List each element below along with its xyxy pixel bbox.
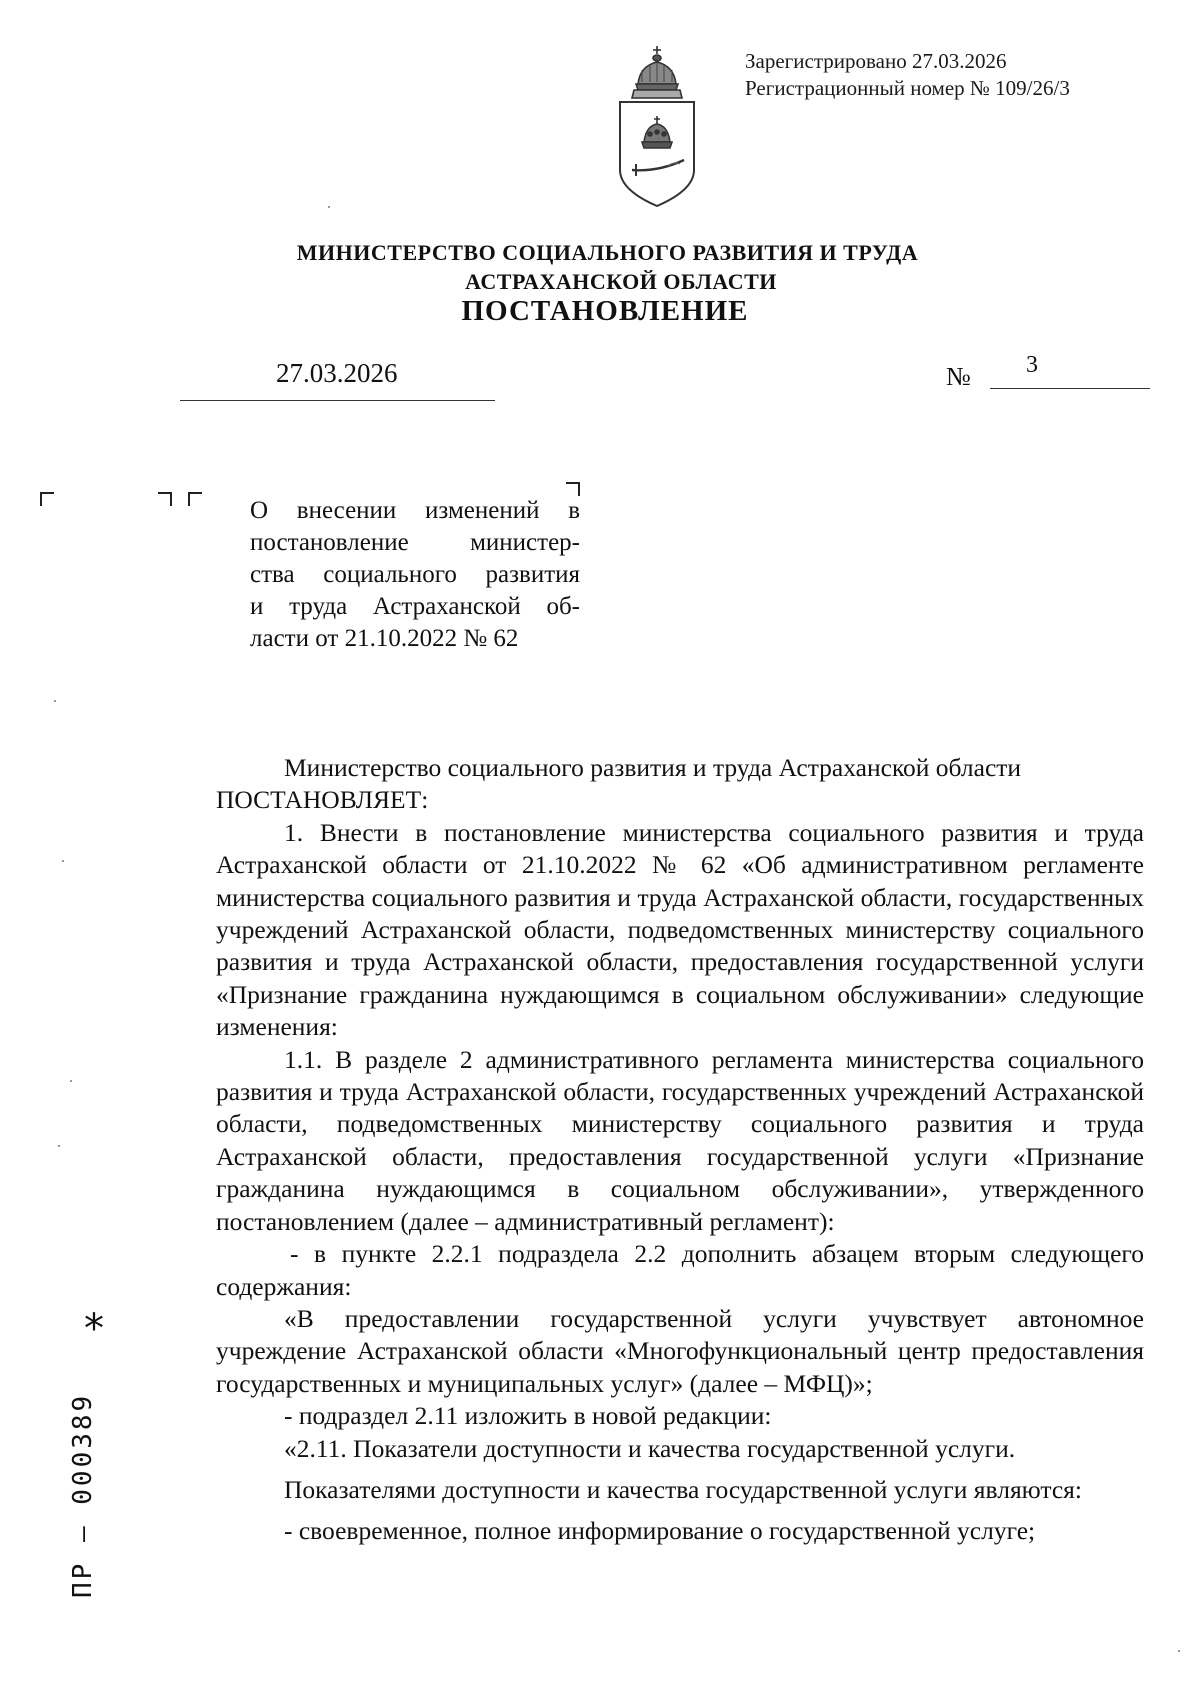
corner-mark [188, 492, 202, 506]
intro-paragraph: Министерство социального развития и труда Астраханской области [284, 753, 1022, 782]
scan-speck [328, 206, 330, 208]
corner-mark [158, 492, 172, 506]
asterisk-mark: * [84, 1306, 104, 1352]
astrakhan-coat-of-arms-icon [608, 44, 706, 208]
quote-paragraph: «В предоставлении государственной услуги учувствует автономное учреждение Астраханской области «Многофункциональный центр предоставления государственных и муниципальных услуг» (далее – МФЦ)»; [216, 1303, 1144, 1398]
subject-line: О внесении изменений в [250, 497, 580, 524]
list-item: - своевременное, полное информирование о государственной услуге; [284, 1516, 1036, 1546]
subject-line: и труда Астраханской об- [250, 593, 580, 620]
document-subject [250, 495, 580, 655]
indicators-paragraph: Показателями доступности и качества государственной услуги являются: [284, 1474, 1082, 1504]
scan-speck [70, 1080, 72, 1082]
registration-number: Регистрационный номер № 109/26/3 [745, 76, 1070, 100]
document-number: 3 [1026, 352, 1038, 378]
list-item: - в пункте 2.2.1 подраздела 2.2 дополнить абзацем вторым следующего содержания: [216, 1239, 1144, 1301]
scan-speck [54, 700, 56, 702]
paragraph-1: 1. Внести в постановление министерства социального развития и труда Астраханской области от 21.10.2022 № 62 «Об административном регламенте министерства социального развития и труда Астраханской области, государственных учреждений Астраханской области, подведомственных министерству социального развития и труда Астраханской области, предоставления государственной услуги «Признание гражданина нуждающимся в социальном обслуживании» следующие изменения: [216, 817, 1144, 1042]
document-type-title: ПОСТАНОВЛЕНИЕ [461, 295, 749, 327]
document-code: ПР — 000389 [68, 1392, 98, 1598]
ministry-header [0, 238, 1200, 296]
subject-line: ласти от 21.10.2022 № 62 [250, 625, 519, 652]
list-item: - подраздел 2.11 изложить в новой редакции: [284, 1401, 772, 1431]
ministry-name-line1: МИНИСТЕРСТВО СОЦИАЛЬНОГО РАЗВИТИЯ И ТРУДА [296, 240, 919, 265]
number-label: № [946, 362, 971, 391]
scan-speck [1178, 1650, 1180, 1652]
number-underline [990, 388, 1150, 389]
resolves-heading: ПОСТАНОВЛЯЕТ: [216, 785, 429, 815]
document-code-wrapper [68, 1392, 128, 1658]
ministry-name-line2: АСТРАХАНСКОЙ ОБЛАСТИ [465, 269, 777, 294]
scan-speck [62, 860, 64, 862]
date-underline [180, 400, 495, 401]
registration-stamp [745, 48, 1070, 102]
subject-line: ства социального развития [250, 561, 580, 588]
document-date: 27.03.2026 [276, 358, 398, 388]
subject-line: постановление министер- [250, 529, 580, 556]
paragraph-1-1: 1.1. В разделе 2 административного регламента министерства социального развития и труда Астраханской области, государственных учреждений Астраханской области, подведомственных министерству социального развития и труда Астраханской области, предоставления государственной услуги «Признание гражданина нуждающимся в социальном обслуживании», утвержденного постановлением (далее – административный регламент): [216, 1044, 1144, 1236]
corner-mark [40, 492, 54, 506]
scan-speck [58, 1145, 60, 1147]
document-body [216, 752, 1144, 1548]
registration-date: Зарегистрировано 27.03.2026 [745, 49, 1007, 73]
corner-mark [566, 482, 580, 496]
quote-heading: «2.11. Показатели доступности и качества государственной услуги. [284, 1433, 1016, 1463]
